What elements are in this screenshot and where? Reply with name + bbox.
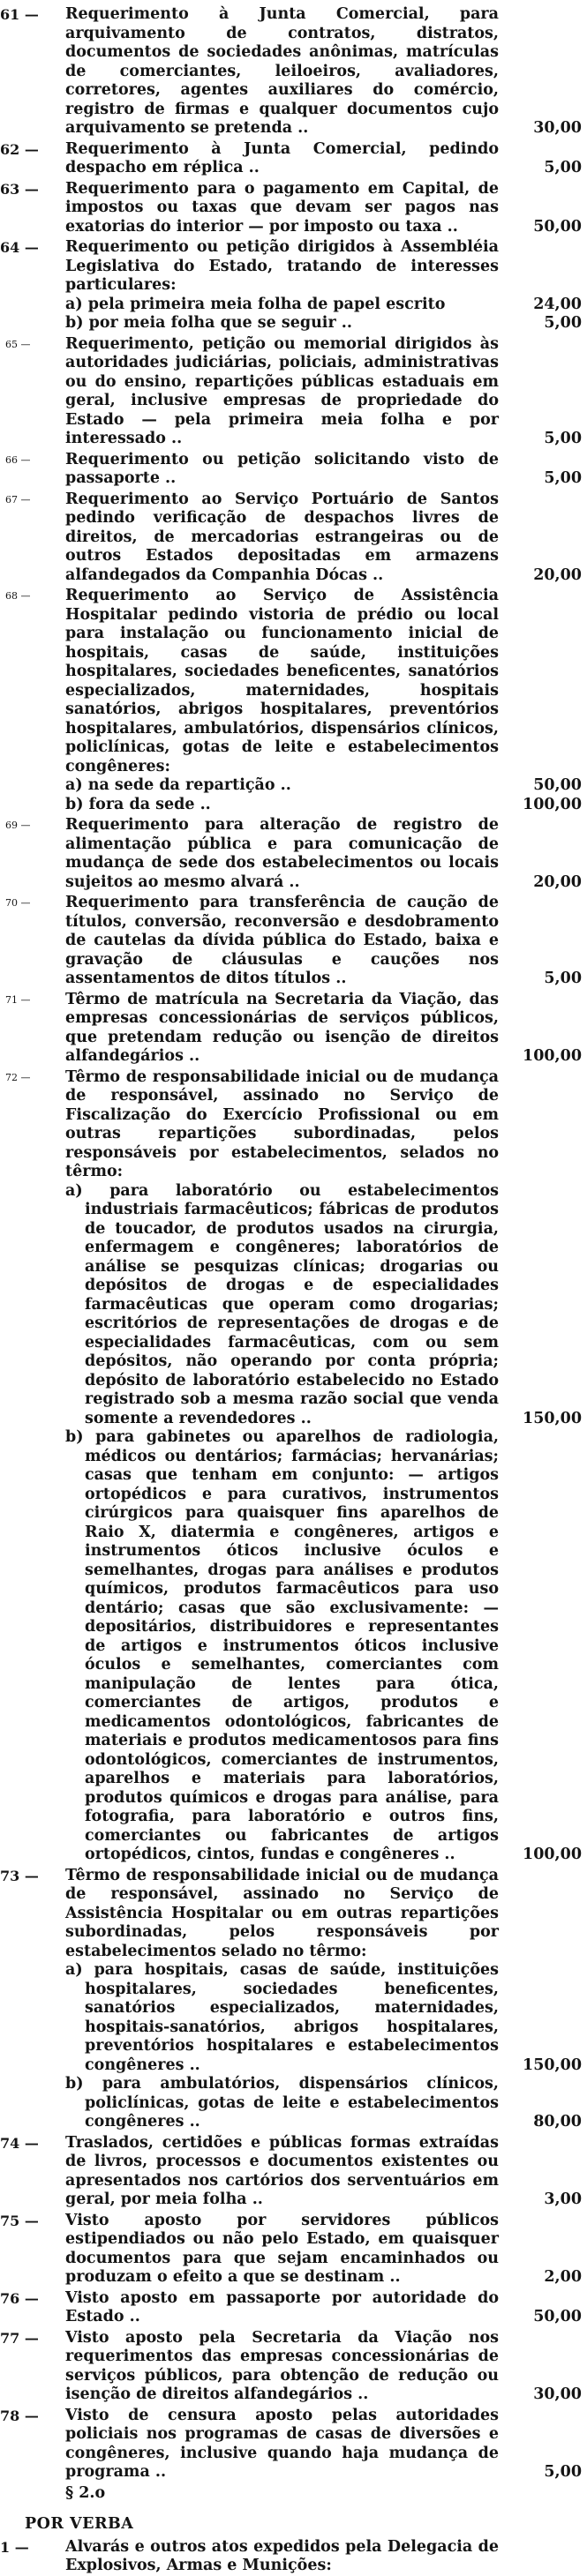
item-text: Requerimento para alteração de registro de alimentação pública e para comunicação de mudança de sede dos estabelecimentos ou locais sujeitos ao mesmo alvará ..	[65, 816, 499, 891]
item-number: 74 —	[0, 2134, 39, 2152]
item-number: 1 —	[0, 2538, 29, 2556]
tax-item	[0, 587, 587, 814]
item-price: 5,00	[544, 2463, 582, 2481]
item-price: 50,00	[533, 217, 582, 236]
sub-item	[65, 1961, 582, 2075]
tax-item	[0, 894, 587, 989]
item-price: 20,00	[533, 565, 582, 584]
item-text: Requerimento ao Serviço Portuário de Santos pedindo verificação de despachos livres de direitos, de mercadorias estrangeiras ou de outros Estados depositadas em armazens alfandegados da Companhia Dócas ..	[65, 490, 499, 584]
sub-item-price: 100,00	[523, 1846, 582, 1863]
sub-item-label: b)	[65, 795, 84, 813]
item-text: Têrmo de responsabilidade inicial ou de mudança de responsável, assinado no Serviço de Fiscalização do Exercício Profissional ou em outras repartições subordinadas, pelos responsáveis por estabelecimentos, selados no têrmo:	[65, 1067, 499, 1180]
item-number: 70 —	[5, 897, 31, 909]
item-text: Visto de censura aposto pelas autoridades policiais nos programas de casas de diversões e congêneres, inclusive quando haja mudança de programa ..	[65, 2406, 499, 2481]
tax-item	[0, 2289, 587, 2327]
sub-item-label: a)	[65, 1961, 83, 1979]
item-price: 30,00	[533, 119, 582, 137]
item-text: Traslados, certidões e públicas formas extraídas de livros, processos e documentos existentes ou apresentados nos cartórios dos serventuários em geral, por meia folha ..	[65, 2133, 499, 2208]
sub-item-price: 150,00	[523, 1409, 582, 1427]
sub-item-text: pela primeira meia folha de papel escrito	[87, 295, 446, 313]
tax-item	[0, 2407, 587, 2482]
item-text: Visto aposto pela Secretaria da Viação nos requerimentos das empresas concessionárias de serviços públicos, para obtenção de redução ou isenção de direitos alfandegários ..	[65, 2328, 499, 2403]
item-number: 66 —	[5, 453, 31, 466]
sub-item-price: 5,00	[544, 314, 582, 332]
tax-item	[0, 1068, 587, 1865]
item-number: 76 —	[0, 2289, 39, 2307]
item-number: 69 —	[5, 820, 31, 831]
sub-item-text: fora da sede ..	[88, 795, 211, 813]
sub-item-text: na sede da repartição ..	[87, 776, 291, 794]
sub-item-price: 100,00	[523, 795, 582, 813]
sub-item-label: b)	[65, 314, 84, 332]
item-number: 67 —	[5, 493, 31, 505]
sub-item-text: para gabinetes ou aparelhos de radiologia, médicos ou dentários; farmácias; hervanárias; casas que tenham em conjunto: — artigos ortopédicos e para curativos, instrumentos cirúrgicos para quaisquer fins aparelhos de Raio X, diatermia e congêneres, artigos e instrumentos óticos inclusive óculos e semelhantes, drogas para análises e produtos químicos, produtos farmacêuticos para uso dentário; casas que são exclusivamente: — depositários, distribuidores e representantes de artigos e instrumentos óticos inclusive óculos e semelhantes, comerciantes com manipulação de lentes para ótica, comerciantes de artigos, produtos e medicamentos odontológicos, fabricantes de materiais e produtos medicamentosos para fins odontológicos, comerciantes de instrumentos, aparelhos e materiais para laboratórios, produtos químicos e drogas para análise, para fotografia, para laboratório e outros fins, comerciantes ou fabricantes de artigos ortopédicos, cintos, fundas e congêneres ..	[85, 1428, 499, 1863]
item-price: 30,00	[533, 2385, 582, 2403]
item-text: Requerimento para o pagamento em Capital, de impostos ou taxas que devam ser pagos nas exatorias do interior — por imposto ou taxa ..	[65, 179, 499, 236]
tax-item-list	[0, 5, 587, 2482]
item-text: Requerimento, petição ou memorial dirigidos às autoridades judiciárias, policiais, administrativas ou do ensino, repartições públicas estaduais em geral, inclusive empresas de propriedade do Estado — pela primeira meia folha e por interessado ..	[65, 334, 499, 447]
item-price: 5,00	[544, 469, 582, 487]
sub-item-label: a)	[65, 295, 83, 313]
item-text: Requerimento para transferência de caução de títulos, conversão, reconversão e desdobramento de cautelas da dívida pública do Estado, baixa e gravação de cláusulas e cauções nos assentamentos de ditos títulos ..	[65, 894, 499, 987]
tax-item	[0, 140, 587, 178]
tax-item	[0, 816, 587, 892]
item-text: Requerimento ou petição dirigidos à Assembléia Legislativa do Estado, tratando de interesses particulares:	[65, 238, 499, 294]
sub-item-text: para hospitais, casas de saúde, instituições hospitalares, sociedades beneficentes, sanatórios especializados, maternidades, hospitais-sanatórios, abrigos hospitalares, preventórios hospitalares e estabelecimentos congêneres ..	[85, 1961, 499, 2074]
item-number: 68 —	[5, 590, 31, 602]
final-item	[0, 2538, 587, 2576]
sub-item-label: a)	[65, 776, 83, 794]
sub-item	[65, 2075, 582, 2132]
tax-item	[0, 2212, 587, 2288]
sub-item-price: 50,00	[533, 776, 582, 794]
item-text: Visto aposto por servidores públicos estipendiados ou não pelo Estado, em quaisquer documentos para que sejam encaminhados ou produzam o efeito a que se destinam ..	[65, 2211, 499, 2286]
item-number: 62 —	[0, 140, 39, 158]
section-note: § 2.o	[65, 2483, 106, 2502]
tax-item	[0, 451, 587, 489]
sub-item	[65, 1181, 582, 1429]
sub-item	[65, 1428, 582, 1865]
tax-item	[0, 1867, 587, 2132]
item-text: Requerimento ao Serviço de Assistência Hospitalar pedindo vistoria de prédio ou local para instalação ou funcionamento inicial de hospitais, casas de saúde, instituições hospitalares, sociedades beneficentes, sanatórios especializados, maternidades, hospitais sanatórios, abrigos hospitalares, preventórios hospitalares, ambulatórios, dispensários clínicos, policlínicas, gotas de leite e estabelecimentos congêneres:	[65, 587, 499, 775]
sub-item-text: por meia folha que se seguir ..	[88, 314, 352, 332]
item-number: 77 —	[0, 2329, 39, 2347]
sub-item	[65, 776, 582, 796]
item-price: 50,00	[533, 2308, 582, 2325]
tax-item	[0, 5, 587, 139]
sub-item-text: para ambulatórios, dispensários clínicos, policlínicas, gotas de leite e estabelecimentos congêneres ..	[85, 2075, 500, 2130]
item-price: 5,00	[544, 970, 582, 987]
tax-item	[0, 238, 587, 333]
sub-item-price: 24,00	[533, 295, 582, 313]
sub-item-label: b)	[65, 1428, 84, 1446]
sub-item-price: 150,00	[523, 2056, 582, 2074]
item-number: 63 —	[0, 180, 39, 198]
item-number: 65 —	[5, 338, 31, 350]
item-price: 100,00	[523, 1047, 582, 1065]
item-number: 73 —	[0, 1867, 39, 1884]
section-heading: POR VERBA	[25, 2515, 134, 2533]
tax-item	[0, 2134, 587, 2210]
item-number: 71 —	[5, 993, 31, 1006]
item-text: Requerimento à Junta Comercial, pedindo despacho em réplica ..	[65, 139, 499, 176]
sub-item	[65, 795, 582, 815]
sub-item-price: 80,00	[533, 2113, 582, 2130]
item-number: 75 —	[0, 2212, 39, 2229]
tax-item	[0, 2329, 587, 2405]
item-number: 61 —	[0, 6, 39, 23]
item-price: 2,00	[544, 2268, 582, 2286]
tax-item	[0, 335, 587, 449]
item-text: Têrmo de responsabilidade inicial ou de mudança de responsável, assinado no Serviço de Assistência Hospitalar ou em outras repartições subordinadas, pelos responsáveis por estabelecimentos selado no têrmo:	[65, 1866, 499, 1960]
item-number: 72 —	[5, 1071, 31, 1083]
sub-item-text: para laboratório ou estabelecimentos industriais farmacêuticos; fábricas de produtos de toucador, de produtos usados na cirurgia, enfermagem e congêneres; laboratórios de análise se pesquizas clínicas; drogarias ou depósitos de drogas e de especialidades farmacêuticas que operam como drogarias; escritórios de representações de drogas e de especialidades farmacêuticas, com ou sem depósitos, não operando por conta própria; depósito de laboratório estabelecido no Estado registrado sob a mesma razão social que venda somente a revendedores ..	[85, 1181, 499, 1427]
item-number: 78 —	[0, 2407, 39, 2424]
tax-item	[0, 180, 587, 237]
item-text: Requerimento à Junta Comercial, para arquivamento de contratos, distratos, documentos de sociedades anônimas, matrículas de comerciantes, leiloeiros, avaliadores, corretores, agentes auxiliares do comércio, registro de firmas e qualquer documentos cujo arquivamento se pretenda ..	[65, 5, 499, 137]
tax-item	[0, 490, 587, 586]
item-text: Têrmo de matrícula na Secretaria da Viação, das empresas concessionárias de serviços públicos, que pretendam redução ou isenção de direitos alfandegários ..	[65, 990, 499, 1065]
item-price: 5,00	[544, 430, 582, 447]
sub-item-label: a)	[65, 1181, 83, 1200]
item-price: 20,00	[533, 872, 582, 891]
item-text: Requerimento ou petição solicitando visto de passaporte ..	[65, 450, 499, 487]
sub-item-label: b)	[65, 2075, 84, 2093]
item-number: 64 —	[0, 239, 39, 256]
tax-item	[0, 991, 587, 1067]
item-text: Visto aposto em passaporte por autoridade do Estado ..	[65, 2288, 499, 2325]
item-text: Alvarás e outros atos expedidos pela Delegacia de Explosivos, Armas e Munições:	[65, 2537, 499, 2574]
item-price: 3,00	[544, 2190, 582, 2208]
sub-item	[65, 295, 582, 315]
item-price: 5,00	[544, 159, 582, 176]
sub-item	[65, 314, 582, 333]
